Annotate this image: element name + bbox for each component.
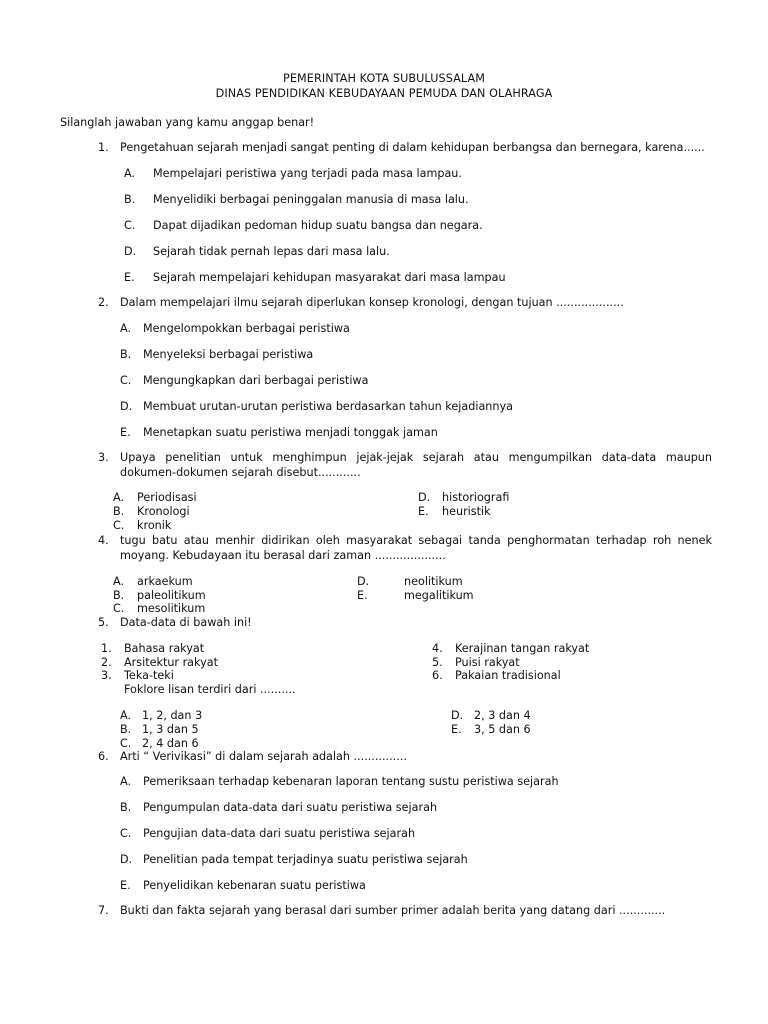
q4-option-a-letter: A. (113, 575, 125, 588)
q1-option-a-letter: A. (124, 167, 136, 180)
q3-option-b: Kronologi (137, 505, 190, 518)
q4-option-c-letter: C. (113, 602, 125, 615)
q2-option-e: Menetapkan suatu peristiwa menjadi tonggak jaman (143, 426, 438, 439)
q2-option-a: Mengelompokkan berbagai peristiwa (143, 322, 350, 335)
q4-text-line-1: tugu batu atau menhir didirikan oleh masyarakat sebagai tanda penghormatan terhadap roh nenek (120, 534, 712, 547)
q5-option-b: 1, 3 dan 5 (142, 723, 199, 736)
q2-option-d-letter: D. (120, 400, 133, 413)
q5-item-1-number: 1. (101, 642, 112, 655)
q1-number: 1. (98, 141, 109, 154)
q6-option-e: Penyelidikan kebenaran suatu peristiwa (143, 879, 366, 892)
q6-option-d: Penelitian pada tempat terjadinya suatu peristiwa sejarah (143, 853, 468, 866)
q6-option-a-letter: A. (120, 775, 132, 788)
instruction: Silanglah jawaban yang kamu anggap benar! (60, 116, 315, 129)
q5-item-1: Bahasa rakyat (124, 642, 205, 655)
q2-option-b-letter: B. (120, 348, 132, 361)
q3-option-b-letter: B. (113, 505, 125, 518)
q2-option-a-letter: A. (120, 322, 132, 335)
q2-number: 2. (98, 296, 109, 309)
q2-text: Dalam mempelajari ilmu sejarah diperlukan konsep kronologi, dengan tujuan ................... (120, 296, 624, 309)
q4-text-line-2: moyang. Kebudayaan itu berasal dari zaman .................... (120, 549, 446, 562)
q3-text-line-1: Upaya penelitian untuk menghimpun jejak-jejak sejarah atau mengumpilkan data-data maupun (120, 451, 712, 464)
q3-option-c: kronik (137, 519, 172, 532)
q3-option-a: Periodisasi (137, 491, 197, 504)
q6-option-d-letter: D. (120, 853, 133, 866)
q1-option-d: Sejarah tidak pernah lepas dari masa lalu. (153, 245, 390, 258)
q3-option-d-letter: D. (418, 491, 431, 504)
q1-option-a: Mempelajari peristiwa yang terjadi pada masa lampau. (153, 167, 462, 180)
q3-option-c-letter: C. (113, 519, 125, 532)
q6-option-e-letter: E. (120, 879, 131, 892)
q5-option-c-letter: C. (120, 737, 132, 750)
q6-option-a: Pemeriksaan terhadap kebenaran laporan tentang sustu peristiwa sejarah (143, 775, 559, 788)
q5-option-e-letter: E. (451, 723, 462, 736)
q3-number: 3. (98, 451, 109, 464)
q5-item-2: Arsitektur rakyat (124, 656, 218, 669)
q3-option-e: heuristik (442, 505, 491, 518)
header-line-1: PEMERINTAH KOTA SUBULUSSALAM (283, 72, 485, 85)
q1-option-d-letter: D. (124, 245, 137, 258)
q4-option-b: paleolitikum (137, 589, 206, 602)
q6-text: Arti “ Verivikasi” di dalam sejarah adalah ............... (120, 750, 407, 763)
q5-item-6: Pakaian tradisional (455, 669, 561, 682)
q4-number: 4. (98, 534, 109, 547)
q6-option-c-letter: C. (120, 827, 132, 840)
q1-option-c-letter: C. (124, 219, 136, 232)
q2-option-c: Mengungkapkan dari berbagai peristiwa (143, 374, 369, 387)
q5-text: Data-data di bawah ini! (120, 616, 252, 629)
q5-item-3: Teka-teki (124, 669, 174, 682)
q1-option-b-letter: B. (124, 193, 136, 206)
q5-item-4: Kerajinan tangan rakyat (455, 642, 590, 655)
q5-item-4-number: 4. (432, 642, 443, 655)
q5-item-5: Puisi rakyat (455, 656, 520, 669)
q5-item-2-number: 2. (101, 656, 112, 669)
q5-number: 5. (98, 616, 109, 629)
q4-option-d-letter: D. (357, 575, 370, 588)
q2-option-d: Membuat urutan-urutan peristiwa berdasarkan tahun kejadiannya (143, 400, 513, 413)
q5-option-a-letter: A. (120, 709, 132, 722)
q2-option-e-letter: E. (120, 426, 131, 439)
q5-item-5-number: 5. (432, 656, 443, 669)
q3-text-line-2: dokumen-dokumen sejarah disebut............ (120, 466, 361, 479)
q6-option-b-letter: B. (120, 801, 132, 814)
q1-text: Pengetahuan sejarah menjadi sangat penting di dalam kehidupan berbangsa dan bernegara, karena...... (120, 141, 705, 154)
q5-option-b-letter: B. (120, 723, 132, 736)
q3-option-a-letter: A. (113, 491, 125, 504)
q1-option-b: Menyelidiki berbagai peninggalan manusia di masa lalu. (153, 193, 469, 206)
q4-option-e: megalitikum (404, 589, 474, 602)
q4-option-e-letter: E. (357, 589, 368, 602)
q5-option-d: 2, 3 dan 4 (474, 709, 531, 722)
q6-option-b: Pengumpulan data-data dari suatu peristiwa sejarah (143, 801, 438, 814)
q3-option-e-letter: E. (418, 505, 429, 518)
q4-option-b-letter: B. (113, 589, 125, 602)
q6-option-c: Pengujian data-data dari suatu peristiwa sejarah (143, 827, 416, 840)
q4-option-d: neolitikum (404, 575, 463, 588)
q5-option-a: 1, 2, dan 3 (142, 709, 203, 722)
q7-number: 7. (98, 904, 109, 917)
q5-option-e: 3, 5 dan 6 (474, 723, 531, 736)
q5-item-3-number: 3. (101, 669, 112, 682)
q6-number: 6. (98, 750, 109, 763)
q2-option-c-letter: C. (120, 374, 132, 387)
q1-option-e: Sejarah mempelajari kehidupan masyarakat dari masa lampau (153, 271, 506, 284)
q4-option-a: arkaekum (137, 575, 193, 588)
q5-item-6-number: 6. (432, 669, 443, 682)
q4-option-c: mesolitikum (137, 602, 206, 615)
q5-option-c: 2, 4 dan 6 (142, 737, 199, 750)
q3-option-d: historiografi (442, 491, 510, 504)
q5-option-d-letter: D. (451, 709, 464, 722)
q2-option-b: Menyeleksi berbagai peristiwa (143, 348, 314, 361)
q5-question: Foklore lisan terdiri dari .......... (124, 683, 296, 696)
q1-option-e-letter: E. (124, 271, 135, 284)
q7-text: Bukti dan fakta sejarah yang berasal dari sumber primer adalah berita yang datang dari ............. (120, 904, 666, 917)
header-line-2: DINAS PENDIDIKAN KEBUDAYAAN PEMUDA DAN OLAHRAGA (215, 87, 553, 100)
q1-option-c: Dapat dijadikan pedoman hidup suatu bangsa dan negara. (153, 219, 483, 232)
